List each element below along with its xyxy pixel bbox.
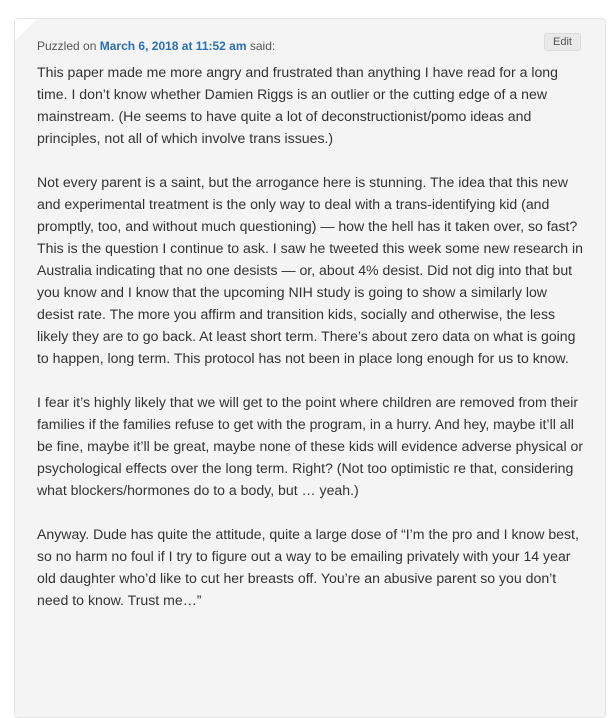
comment-paragraph: I fear it’s highly likely that we will get to the point where children are removed from their families if the families refuse to get with the program, in a hurry. And hey, maybe it’ll all be fine, maybe it’ll be great, maybe none of these kids will evidence adverse physical or psychological effects over the long term. Right? (Not too optimistic re that, considering what blockers/hormones do to a body, but … yeah.) bbox=[37, 394, 584, 498]
comment-meta bbox=[37, 39, 275, 53]
comment-author: Puzzled bbox=[37, 39, 80, 53]
comment-paragraph: Not every parent is a saint, but the arrogance here is stunning. The idea that this new and experimental treatment is the only way to deal with a trans-identifying kid (and promptly, too, and without much questioning) — how the hell has it taken over, so fast? This is the question I continue to ask. I saw he tweeted this week some new research in Australia indicating that no one desists — or, about 4% desist. Did not dig into that but you know and I know that the upcoming NIH study is going to show a similarly low desist rate. The more you affirm and transition kids, socially and otherwise, the less likely they are to go back. At least short term. There’s about zero data on what is going to happen, long term. This protocol has not been in place long enough for us to know. bbox=[37, 174, 584, 366]
edit-button[interactable]: Edit bbox=[544, 33, 581, 51]
comment-date-link[interactable]: March 6, 2018 at 11:52 am bbox=[99, 39, 247, 53]
comment-corner-fold bbox=[15, 19, 37, 41]
comment-card bbox=[14, 18, 606, 718]
comment-paragraph: Anyway. Dude has quite the attitude, quite a large dose of “I’m the pro and I know best, so no harm no foul if I try to figure out a way to be emailing privately with your 14 year old daughter who’d like to cut her breasts off. You’re an abusive parent so you don’t need to know. Trust me…” bbox=[37, 526, 579, 608]
comment-said-label: said: bbox=[249, 39, 276, 53]
comment-paragraph: This paper made me more angry and frustrated than anything I have read for a long time. I don’t know whether Damien Riggs is an outlier or the cutting edge of a new mainstream. (He seems to have quite a lot of deconstructionist/pomo ideas and principles, not all of which involve trans issues.) bbox=[37, 64, 558, 146]
comment-on-label: on bbox=[83, 39, 97, 53]
comment-body bbox=[37, 61, 585, 633]
